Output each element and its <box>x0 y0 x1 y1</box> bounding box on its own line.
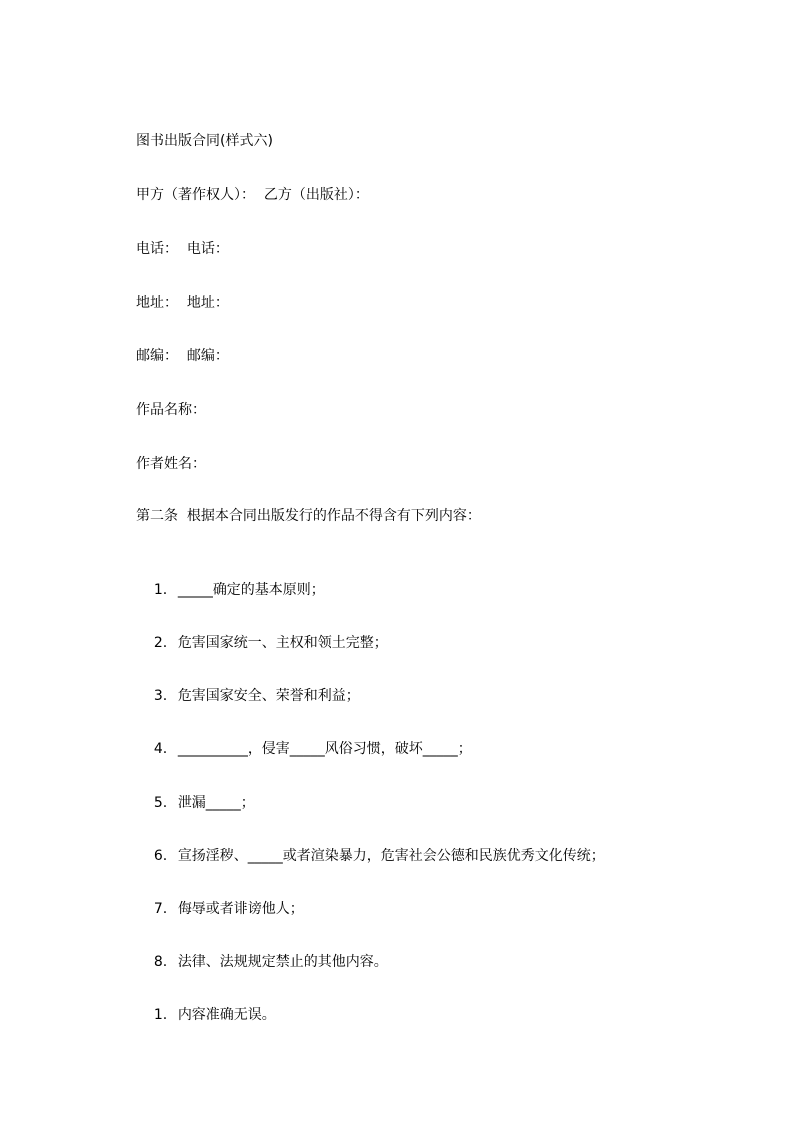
list-item <box>136 985 276 1045</box>
author-name-line: 作者姓名： <box>136 456 206 472</box>
list-item-number: 7. <box>153 901 168 917</box>
list-item-text: __________，侵害_____风俗习惯，破坏_____； <box>177 741 472 757</box>
list-item-number: 1. <box>153 1007 168 1023</box>
list-item-number: 8. <box>153 954 168 970</box>
list-item-text: 危害国家统一、主权和领土完整； <box>177 635 388 651</box>
list-item-text: 内容准确无误。 <box>177 1007 276 1023</box>
phone-line: 电话： 电话： <box>136 241 229 257</box>
list-item-text: 宣扬淫秽、_____或者渲染暴力，危害社会公德和民族优秀文化传统； <box>177 848 605 864</box>
list-item-number: 2. <box>153 635 168 651</box>
list-item-text: 法律、法规规定禁止的其他内容。 <box>177 954 388 970</box>
list-item <box>136 879 304 939</box>
list-item-text: 侮辱或者诽谤他人； <box>177 901 304 917</box>
list-item <box>136 719 472 779</box>
article-heading: 第二条 根据本合同出版发行的作品不得含有下列内容： <box>136 508 481 524</box>
list-item <box>136 560 325 620</box>
list-item-number: 1. <box>153 582 168 598</box>
list-item-text: 危害国家安全、荣誉和利益； <box>177 688 360 704</box>
list-item <box>136 932 388 992</box>
list-item-number: 5. <box>153 795 168 811</box>
list-item <box>136 666 360 726</box>
list-item-text: 泄漏_____； <box>177 795 255 811</box>
list-item-number: 6. <box>153 848 168 864</box>
list-item-number: 4. <box>153 741 168 757</box>
list-item <box>136 773 255 833</box>
list-item-text: _____确定的基本原则； <box>177 582 325 598</box>
list-item <box>136 613 388 673</box>
address-line: 地址： 地址： <box>136 295 229 311</box>
work-name-line: 作品名称： <box>136 402 206 418</box>
list-item <box>136 826 605 886</box>
list-item-number: 3. <box>153 688 168 704</box>
document-title: 图书出版合同(样式六) <box>136 133 273 149</box>
party-line: 甲方（著作权人）： 乙方（出版社）： <box>136 187 369 203</box>
postcode-line: 邮编： 邮编： <box>136 348 229 364</box>
